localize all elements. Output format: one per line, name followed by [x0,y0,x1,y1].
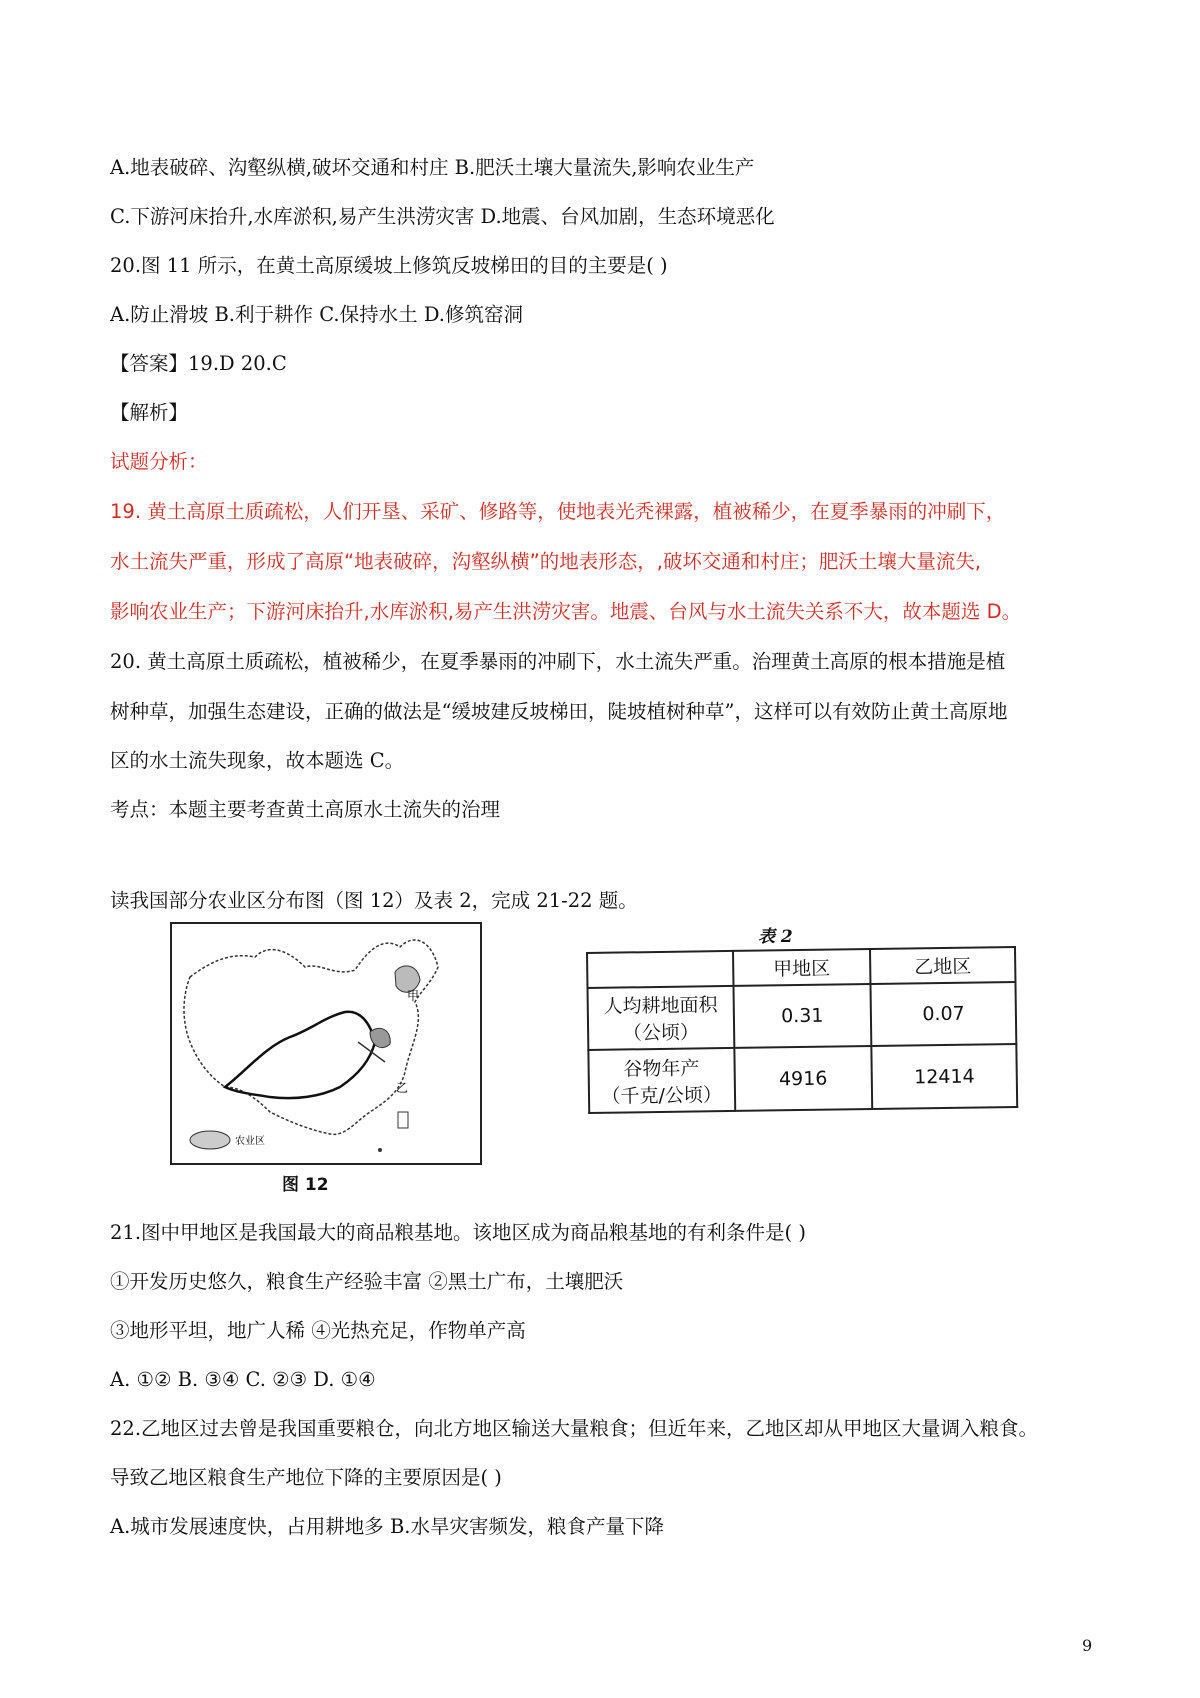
q19-options-cd: C.下游河床抬升,水库淤积,易产生洪涝灾害 D.地震、台风加剧，生态环境恶化 [110,205,775,228]
row-label-unit: （千克/公顷） [601,1083,723,1108]
analysis-19-line2: 水土流失严重，形成了高原“地表破碎，沟壑纵横”的地表形态，,破坏交通和村庄；肥沃土壤大量流失, [110,550,982,573]
q20-options: A.防止滑坡 B.利于耕作 C.保持水土 D.修筑窑洞 [110,303,523,326]
row-label [587,985,733,1050]
q22-options: A.城市发展速度快，占用耕地多 B.水旱灾害频发，粮食产量下降 [110,1515,665,1538]
table-2 [586,946,1018,1114]
page-number: 9 [1082,1636,1093,1655]
q22-stem-line2: 导致乙地区粮食生产地位下降的主要原因是( ) [110,1466,502,1489]
q21-options: A. ①② B. ③④ C. ②③ D. ①④ [110,1368,376,1391]
kaodian-line: 考点：本题主要考查黄土高原水土流失的治理 [110,798,501,821]
table-row [587,982,1016,1051]
figure-caption: 图 12 [282,1175,329,1195]
table-title: 表 2 [758,927,793,947]
q21-choices-1: ①开发历史悠久，粮食生产经验丰富 ②黑土广布，土壤肥沃 [110,1270,624,1293]
analysis-20-line3: 区的水土流失现象，故本题选 C。 [110,749,405,772]
row-label-unit: （公顷） [622,1021,700,1045]
map-label-jia: 甲 [407,989,420,1003]
row-label-main: 谷物年产 [623,1057,700,1081]
map-legend-label: 农业区 [235,1136,265,1147]
row-label-main: 人均耕地面积 [603,994,718,1018]
answer-line: 【答案】19.D 20.C [110,352,287,375]
cell-yi: 0.07 [871,982,1017,1047]
q21-choices-2: ③地形平坦，地广人稀 ④光热充足，作物单产高 [110,1319,526,1342]
table-header-jia: 甲地区 [733,949,871,985]
intro-line: 读我国部分农业区分布图（图 12）及表 2，完成 21-22 题。 [110,889,638,912]
q20-stem: 20.图 11 所示，在黄土高原缓坡上修筑反坡梯田的目的主要是( ) [110,254,668,277]
q22-stem-line1: 22.乙地区过去曾是我国重要粮仓，向北方地区输送大量粮食；但近年来，乙地区却从甲地区大量调入粮食。 [110,1417,1039,1440]
table-header-yi: 乙地区 [870,947,1015,984]
cell-jia: 0.31 [733,984,872,1049]
analysis-title: 试题分析： [110,450,208,473]
china-agriculture-map [170,922,482,1165]
cell-yi: 12414 [872,1044,1018,1109]
map-label-yi: 乙 [396,1081,409,1095]
analysis-20-line1: 20. 黄土高原土质疏松，植被稀少，在夏季暴雨的冲刷下，水土流失严重。治理黄土高原的根本措施是植 [110,650,1006,673]
cell-jia: 4916 [734,1046,873,1111]
analysis-heading: 【解析】 [110,401,189,424]
row-label [588,1048,734,1113]
table-header-empty [587,951,733,988]
analysis-19-line3: 影响农业生产；下游河床抬升,水库淤积,易产生洪涝灾害。地震、台风与水土流失关系不大，故本题选 D。 [110,600,1022,623]
q21-stem: 21.图中甲地区是我国最大的商品粮基地。该地区成为商品粮基地的有利条件是( ) [110,1221,806,1244]
q19-options-ab: A.地表破碎、沟壑纵横,破坏交通和村庄 B.肥沃土壤大量流失,影响农业生产 [110,156,755,179]
analysis-20-line2: 树种草，加强生态建设，正确的做法是“缓坡建反坡梯田，陡坡植树种草”，这样可以有效防止黄土高原地 [110,700,1008,723]
table-row [588,1044,1017,1113]
analysis-19-line1: 19. 黄土高原土质疏松，人们开垦、采矿、修路等，使地表光秃裸露，植被稀少，在夏季暴雨的冲刷下， [110,500,1006,523]
